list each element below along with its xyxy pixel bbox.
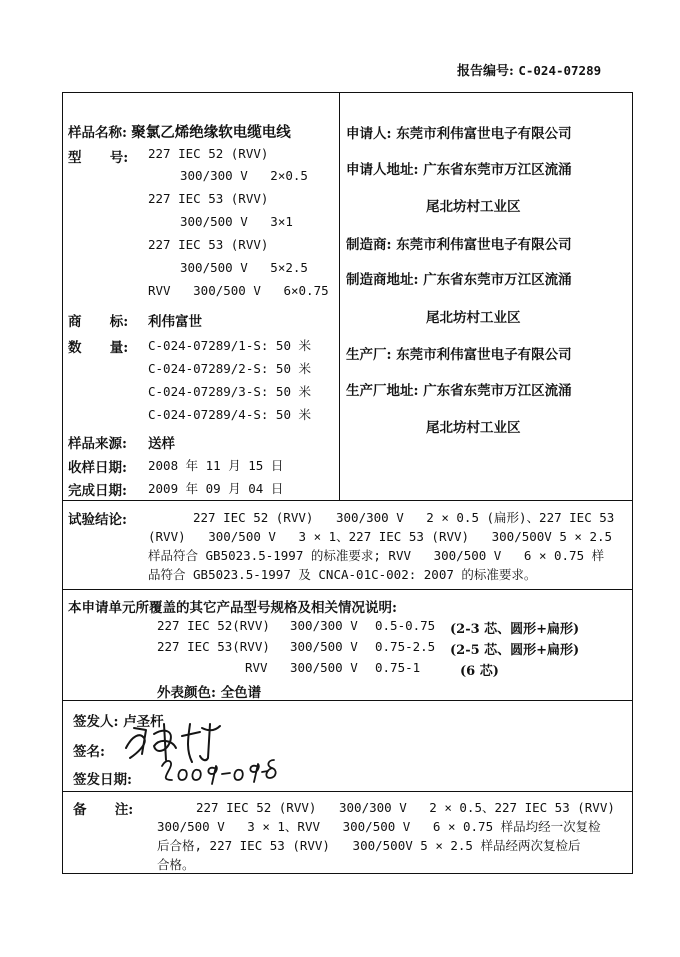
- surface-color-label: 外表颜色:: [157, 685, 216, 701]
- model-line-5: 227 IEC 53 (RVV): [148, 237, 269, 252]
- quantity-line-3: C-024-07289/3-S: 50 米: [148, 384, 312, 399]
- conclusion-line-1: 227 IEC 52 (RVV) 300/300 V 2 × 0.5 (扁形)、227 IEC 53: [193, 510, 615, 525]
- quantity-label: 数 量:: [68, 340, 129, 356]
- remarks-line-3: 后合格, 227 IEC 53 (RVV) 300/500V 5 × 2.5 样品经两次复检后: [157, 838, 581, 853]
- received-date-label: 收样日期:: [68, 460, 127, 476]
- divider-remarks: [62, 791, 633, 792]
- sample-name-label: 样品名称:: [68, 125, 127, 141]
- surface-color-row: [157, 681, 261, 701]
- quantity-line-1: C-024-07289/1-S: 50 米: [148, 338, 312, 353]
- coverage-row-2-model: 227 IEC 53(RVV): [157, 639, 270, 654]
- report-number-value: C-024-07289: [518, 63, 602, 78]
- quantity-line-4: C-024-07289/4-S: 50 米: [148, 407, 312, 422]
- coverage-row-1-range: 0.5-0.75: [375, 618, 436, 633]
- maker-address-value-1: 广东省东莞市万江区流涌: [423, 272, 572, 288]
- issuer-label: 签发人:: [73, 714, 119, 730]
- received-date-value: 2008 年 11 月 15 日: [148, 458, 284, 473]
- divider-issuer: [62, 700, 633, 701]
- coverage-row-2-voltage: 300/500 V: [290, 639, 358, 654]
- conclusion-label: 试验结论:: [68, 512, 127, 528]
- brand-value: 利伟富世: [148, 314, 202, 330]
- coverage-row-3-range: 0.75-1: [375, 660, 421, 675]
- model-line-2: 300/300 V 2×0.5: [180, 168, 308, 183]
- applicant-value: 东莞市利伟富世电子有限公司: [396, 126, 572, 142]
- maker-row: [346, 233, 572, 253]
- applicant-address-label: 申请人地址:: [346, 162, 419, 178]
- report-number: [457, 60, 601, 79]
- maker-address-label: 制造商地址:: [346, 272, 419, 288]
- coverage-row-2-note: (2-5 芯、圆形+扁形): [450, 643, 580, 658]
- factory-label: 生产厂:: [346, 347, 392, 363]
- divider-coverage: [62, 589, 633, 590]
- coverage-row-1-note: (2-3 芯、圆形+扁形): [450, 622, 580, 637]
- column-divider: [339, 92, 340, 500]
- model-line-3: 227 IEC 53 (RVV): [148, 191, 269, 206]
- sample-name-value: 聚氯乙烯绝缘软电缆电线: [131, 124, 291, 141]
- factory-address-value-1: 广东省东莞市万江区流涌: [423, 383, 572, 399]
- remarks-line-4: 合格。: [157, 857, 195, 872]
- sample-name-row: [68, 121, 291, 142]
- remarks-label: 备 注:: [73, 802, 134, 818]
- coverage-row-3-note: (6 芯): [460, 664, 499, 679]
- model-line-4: 300/500 V 3×1: [180, 214, 293, 229]
- applicant-address-row: [346, 158, 572, 178]
- remarks-line-1: 227 IEC 52 (RVV) 300/300 V 2 × 0.5、227 IEC 53 (RVV): [196, 800, 615, 815]
- coverage-row-2-range: 0.75-2.5: [375, 639, 436, 654]
- coverage-row-3-model: RVV: [245, 660, 268, 675]
- model-label: 型 号:: [68, 150, 129, 166]
- model-line-6: 300/500 V 5×2.5: [180, 260, 308, 275]
- issuer-value: 卢圣杆: [123, 714, 164, 730]
- applicant-address-value-1: 广东省东莞市万江区流涌: [423, 162, 572, 178]
- maker-address-row: [346, 268, 572, 288]
- coverage-row-1-model: 227 IEC 52(RVV): [157, 618, 270, 633]
- source-value: 送样: [148, 436, 175, 452]
- report-number-label: 报告编号:: [457, 64, 514, 79]
- conclusion-line-4: 品符合 GB5023.5-1997 及 CNCA-01C-002: 2007 的标准要求。: [148, 567, 537, 582]
- coverage-row-3-voltage: 300/500 V: [290, 660, 358, 675]
- remarks-line-2: 300/500 V 3 × 1、RVV 300/500 V 6 × 0.75 样品均经一次复检: [157, 819, 601, 834]
- coverage-title: 本申请单元所覆盖的其它产品型号规格及相关情况说明:: [68, 600, 397, 616]
- model-line-7: RVV 300/500 V 6×0.75: [148, 283, 329, 298]
- maker-address-value-2: 尾北坊村工业区: [426, 310, 521, 326]
- surface-color-value: 全色谱: [220, 685, 262, 701]
- completed-date-value: 2009 年 09 月 04 日: [148, 481, 284, 496]
- factory-row: [346, 343, 572, 363]
- source-label: 样品来源:: [68, 436, 127, 452]
- divider-conclusion: [62, 500, 633, 501]
- applicant-label: 申请人:: [346, 126, 392, 142]
- conclusion-line-2: (RVV) 300/500 V 3 × 1、227 IEC 53 (RVV) 300/500V 5 × 2.5: [148, 529, 613, 544]
- applicant-address-value-2: 尾北坊村工业区: [426, 199, 521, 215]
- factory-address-value-2: 尾北坊村工业区: [426, 420, 521, 436]
- factory-value: 东莞市利伟富世电子有限公司: [396, 347, 572, 363]
- quantity-line-2: C-024-07289/2-S: 50 米: [148, 361, 312, 376]
- factory-address-label: 生产厂地址:: [346, 383, 419, 399]
- maker-value: 东莞市利伟富世电子有限公司: [396, 237, 572, 253]
- completed-date-label: 完成日期:: [68, 483, 127, 499]
- signature-label: 签名:: [73, 744, 105, 760]
- conclusion-line-3: 样品符合 GB5023.5-1997 的标准要求; RVV 300/500 V 6 × 0.75 样: [148, 548, 605, 563]
- factory-address-row: [346, 379, 572, 399]
- handwritten-sign-date: [158, 752, 278, 788]
- sign-date-label: 签发日期:: [73, 772, 132, 788]
- brand-label: 商 标:: [68, 314, 129, 330]
- model-line-1: 227 IEC 52 (RVV): [148, 146, 269, 161]
- applicant-row: [346, 122, 572, 142]
- maker-label: 制造商:: [346, 237, 392, 253]
- coverage-row-1-voltage: 300/300 V: [290, 618, 358, 633]
